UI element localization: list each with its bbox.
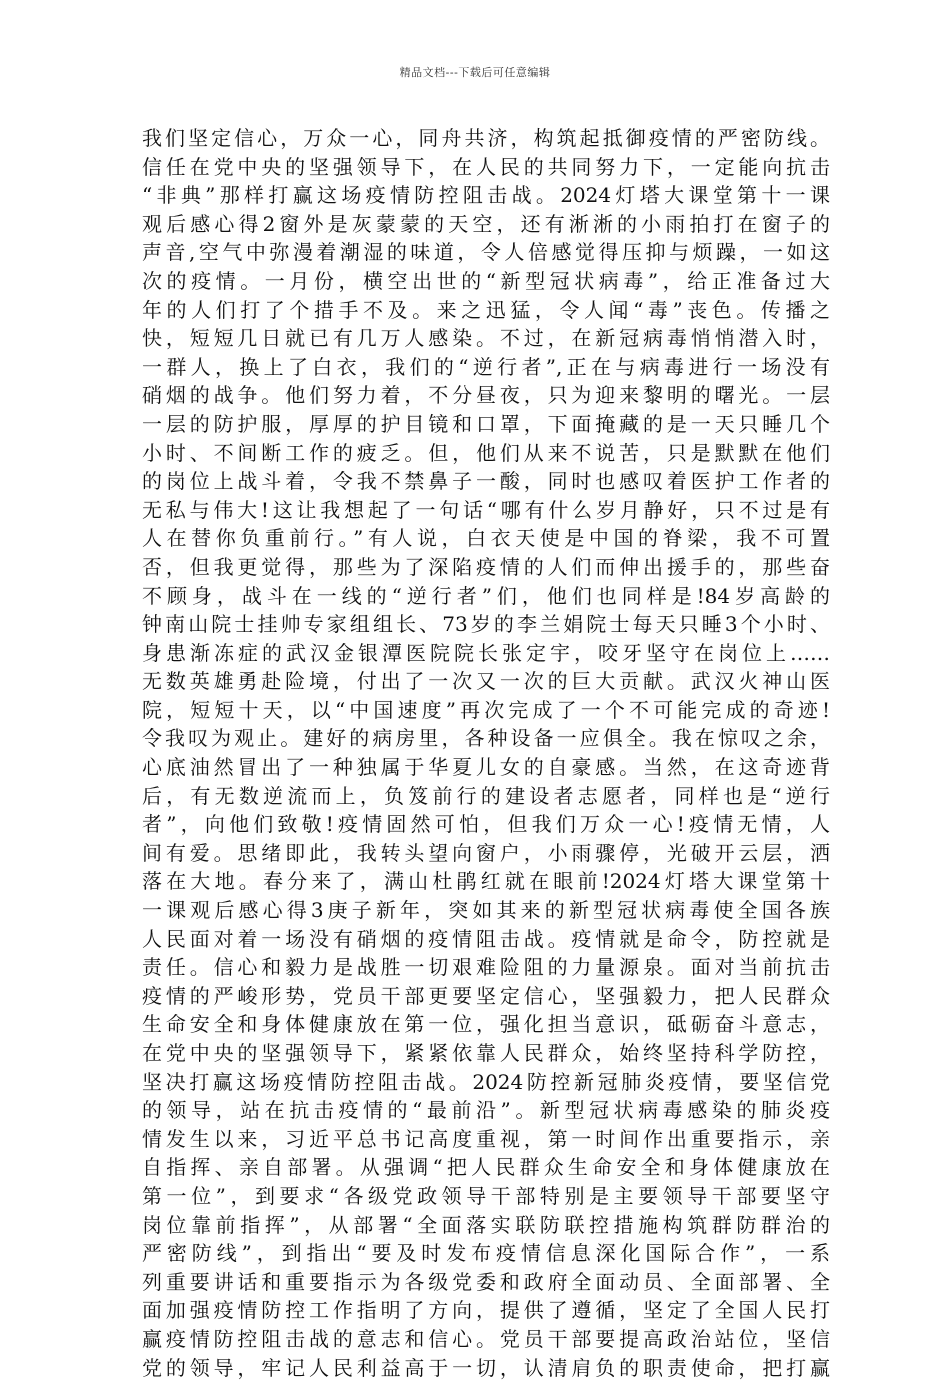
text-line: 责任。信心和毅力是战胜一切艰难险阻的力量源泉。面对当前抗击 [142, 955, 830, 980]
text-line: 后，有无数逆流而上，负笈前行的建设者志愿者，同样也是“逆行 [142, 783, 830, 808]
text-line: 观后感心得2窗外是灰蒙蒙的天空，还有淅淅的小雨拍打在窗子的 [142, 211, 830, 236]
text-line: 在党中央的坚强领导下，紧紧依靠人民群众，始终坚持科学防控， [142, 1041, 830, 1065]
text-line: 面加强疫情防控工作指明了方向，提供了遵循，坚定了全国人民打 [142, 1298, 830, 1323]
text-line: 钟南山院士挂帅专家组组长、73岁的李兰娟院士每天只睡3个小时、 [142, 612, 830, 637]
text-line: 一层的防护服，厚厚的护目镜和口罩，下面掩藏的是一天只睡几个 [142, 411, 830, 436]
text-line: 赢疫情防控阻击战的意志和信心。党员干部要提高政治站位，坚信 [142, 1326, 830, 1351]
text-line: 人民面对着一场没有硝烟的疫情阻击战。疫情就是命令，防控就是 [142, 926, 830, 951]
text-line: 者”，向他们致敬!疫情固然可怕，但我们万众一心!疫情无情，人 [142, 812, 830, 837]
text-line: 坚决打赢这场疫情防控阻击战。2024防控新冠肺炎疫情，要坚信党 [142, 1069, 830, 1094]
text-line: 无私与伟大!这让我想起了一句话“哪有什么岁月静好，只不过是有 [142, 497, 830, 522]
text-line: 的岗位上战斗着，令我不禁鼻子一酸，同时也感叹着医护工作者的 [142, 469, 830, 494]
text-line: 人在替你负重前行。”有人说，白衣天使是中国的脊梁，我不可置 [142, 526, 830, 551]
text-line: 身患渐冻症的武汉金银潭医院院长张定宇，咬牙坚守在岗位上…… [142, 640, 830, 665]
page-header: 精品文档---下载后可任意编辑 [399, 66, 551, 79]
text-line: 列重要讲话和重要指示为各级党委和政府全面动员、全面部署、全 [142, 1269, 830, 1294]
text-line: 年的人们打了个措手不及。来之迅猛，令人闻“毒”丧色。传播之 [142, 297, 830, 322]
text-line: 令我叹为观止。建好的病房里，各种设备一应俱全。我在惊叹之余， [142, 726, 830, 751]
text-line: 信任在党中央的坚强领导下，在人民的共同努力下，一定能向抗击 [142, 154, 830, 179]
text-line: 快，短短几日就已有几万人感染。不过，在新冠病毒悄悄潜入时， [142, 326, 830, 351]
text-line: 院，短短十天，以“中国速度”再次完成了一个不可能完成的奇迹! [142, 697, 830, 722]
document-body [142, 124, 830, 1382]
text-line: 生命安全和身体健康放在第一位，强化担当意识，砥砺奋斗意志， [142, 1012, 830, 1037]
text-line: “非典”那样打赢这场疫情防控阻击战。2024灯塔大课堂第十一课 [142, 183, 830, 208]
text-line: 一群人，换上了白衣，我们的“逆行者”,正在与病毒进行一场没有 [142, 354, 830, 379]
text-line: 间有爱。思绪即此，我转头望向窗户，小雨骤停，光破开云层，洒 [142, 840, 830, 865]
text-line: 小时、不间断工作的疲乏。但，他们从来不说苦，只是默默在他们 [142, 440, 830, 465]
text-line: 自指挥、亲自部署。从强调“把人民群众生命安全和身体健康放在 [142, 1155, 830, 1180]
text-line: 一课观后感心得3庚子新年，突如其来的新型冠状病毒使全国各族 [142, 898, 830, 923]
text-line: 落在大地。春分来了，满山杜鹃红就在眼前!2024灯塔大课堂第十 [142, 869, 830, 894]
text-line: 次的疫情。一月份，横空出世的“新型冠状病毒”，给正准备过大 [142, 268, 830, 293]
text-line: 心底油然冒出了一种独属于华夏儿女的自豪感。当然，在这奇迹背 [142, 755, 830, 780]
text-line: 情发生以来，习近平总书记高度重视，第一时间作出重要指示，亲 [142, 1126, 830, 1151]
text-line: 硝烟的战争。他们努力着，不分昼夜，只为迎来黎明的曙光。一层 [142, 383, 830, 408]
text-line: 党的领导，牢记人民利益高于一切，认清肩负的职责使命，把打赢 [142, 1355, 830, 1380]
text-line: 严密防线”，到指出“要及时发布疫情信息深化国际合作”，一系 [142, 1241, 830, 1266]
text-line: 声音,空气中弥漫着潮湿的味道，令人倍感觉得压抑与烦躁，一如这 [142, 240, 830, 265]
text-line: 我们坚定信心，万众一心，同舟共济，构筑起抵御疫情的严密防线。 [142, 126, 830, 150]
text-line: 疫情的严峻形势，党员干部更要坚定信心，坚强毅力，把人民群众 [142, 983, 830, 1008]
text-line: 岗位靠前指挥”，从部署“全面落实联防联控措施构筑群防群治的 [142, 1212, 830, 1237]
text-line: 无数英雄勇赴险境，付出了一次又一次的巨大贡献。武汉火神山医 [142, 669, 830, 694]
text-line: 不顾身，战斗在一线的“逆行者”们，他们也同样是!84岁高龄的 [142, 583, 830, 608]
text-line: 的领导，站在抗击疫情的“最前沿”。新型冠状病毒感染的肺炎疫 [142, 1098, 830, 1123]
text-line: 第一位”，到要求“各级党政领导干部特别是主要领导干部要坚守 [142, 1183, 830, 1208]
text-line: 否，但我更觉得，那些为了深陷疫情的人们而伸出援手的，那些奋 [142, 554, 830, 579]
